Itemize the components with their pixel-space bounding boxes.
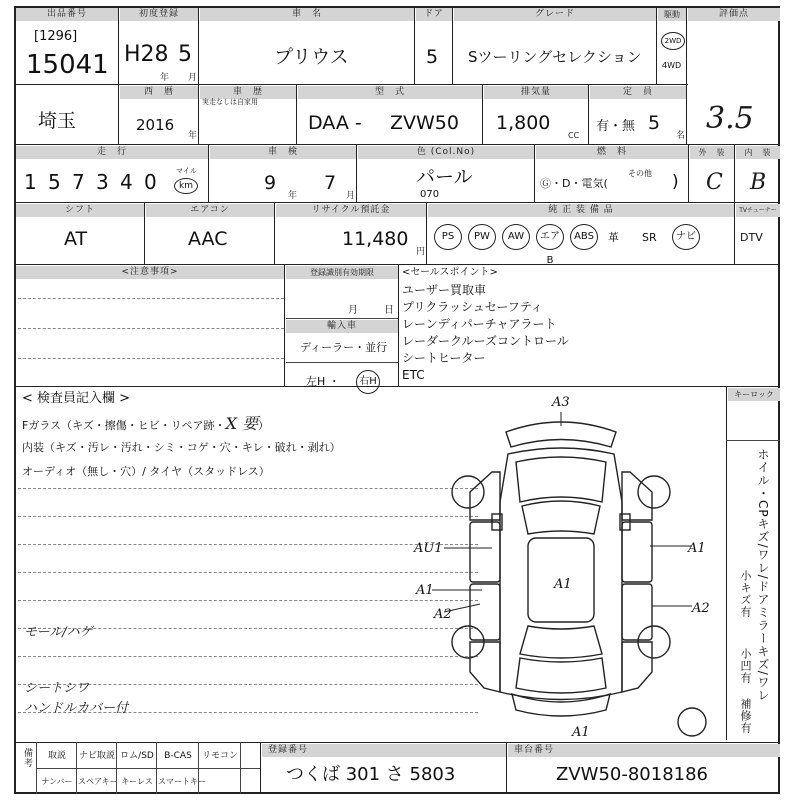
damage-mark-front: A3 bbox=[552, 395, 570, 410]
drive-header: 駆動 bbox=[658, 8, 686, 21]
accessory-item: リモコン bbox=[201, 751, 238, 761]
damage-mark-left-rear: A2 bbox=[434, 607, 452, 622]
accessory-item: 取説 bbox=[47, 751, 66, 761]
notes-header: <注意事項> bbox=[16, 266, 284, 279]
lot-prefix: [1296] bbox=[34, 29, 78, 44]
model-code: ZVW50 bbox=[390, 112, 459, 134]
shaken-year-unit: 年 bbox=[288, 191, 298, 201]
mileage-digit: 5 bbox=[48, 170, 61, 194]
private-use: 有・無 bbox=[596, 119, 636, 134]
reg-month-unit: 月 bbox=[348, 305, 358, 316]
import-header: 輸入車 bbox=[286, 320, 398, 333]
year-value: 2016 bbox=[136, 116, 175, 134]
steering-left: 左H ・ bbox=[306, 375, 340, 388]
fuel-close: ) bbox=[672, 172, 679, 192]
mileage-km-circled: km bbox=[174, 178, 198, 194]
equipment-item: エアB bbox=[536, 224, 564, 250]
exterior-grade: C bbox=[706, 170, 723, 195]
car-damage-diagram bbox=[396, 392, 726, 742]
damage-mark-rear: A1 bbox=[572, 725, 590, 740]
inspector-line-3: オーディオ（無し・穴）/ タイヤ（スタッドレス） bbox=[22, 465, 270, 478]
import-dealer: ディーラー・並行 bbox=[300, 341, 388, 354]
model-header: 型 式 bbox=[298, 86, 482, 99]
equipment-header: 純 正 装 備 品 bbox=[428, 204, 734, 217]
damage-mark-left-front: AU1 bbox=[414, 541, 443, 556]
year-header: 西 暦 bbox=[120, 86, 198, 99]
mileage-digit: 4 bbox=[120, 170, 133, 194]
score-header: 評価点 bbox=[688, 8, 780, 21]
grade-header: グレード bbox=[454, 8, 656, 21]
displacement-header: 排気量 bbox=[484, 86, 588, 99]
cc-unit: CC bbox=[568, 131, 580, 140]
accessory-item: ナンバー bbox=[41, 777, 73, 786]
interior-header: 内 装 bbox=[736, 146, 780, 159]
shift-header: シフト bbox=[16, 204, 144, 217]
mileage-digit: 0 bbox=[144, 170, 157, 194]
doors-value: 5 bbox=[426, 46, 439, 68]
model-prefix: DAA - bbox=[308, 112, 362, 134]
aircon-header: エアコン bbox=[146, 204, 274, 217]
inspector-header: < 検査員記入欄 > bbox=[22, 391, 131, 406]
sales-header: <セールスポイント> bbox=[402, 267, 498, 278]
shift-value: AT bbox=[64, 228, 88, 250]
lot-number: 15041 bbox=[26, 50, 109, 80]
shaken-month: 7 bbox=[324, 172, 337, 194]
equipment-item: PS bbox=[434, 224, 462, 250]
drive-4wd: 4WD bbox=[662, 61, 682, 70]
history-sub: 実走なしは自家用 bbox=[202, 98, 258, 106]
car-name-header: 車 名 bbox=[200, 8, 414, 21]
history-header: 車 歴 bbox=[200, 86, 296, 99]
side-text-4: 補修有 bbox=[739, 698, 752, 734]
footer-side-label: 備考 bbox=[22, 748, 32, 768]
side-text-1: ホイル・CPキズ/ワレ/ドアミラーキズ/ワレ bbox=[756, 448, 770, 702]
mileage-digit: 3 bbox=[96, 170, 109, 194]
region-value: 埼玉 bbox=[38, 110, 77, 132]
accessory-item: ロム/SD bbox=[120, 751, 154, 761]
damage-mark-right-front: A1 bbox=[688, 541, 706, 556]
mileage-digit: 7 bbox=[72, 170, 85, 194]
fuel-other: その他 bbox=[628, 169, 652, 178]
color-no: 070 bbox=[420, 189, 440, 200]
equipment-item: DTV bbox=[740, 231, 763, 244]
handwritten-note-2: シートシワ bbox=[24, 681, 90, 696]
accessory-item: ナビ取説 bbox=[78, 751, 115, 761]
capacity-value: 5 bbox=[648, 112, 661, 134]
yen-unit: 円 bbox=[416, 247, 426, 257]
plate-number: つくば 301 さ 5803 bbox=[286, 764, 456, 785]
aircon-value: AAC bbox=[188, 228, 228, 250]
accessory-item: スペアキー bbox=[78, 777, 118, 786]
recycle-header: リサイクル預託金 bbox=[276, 204, 426, 217]
chassis-number: ZVW50-8018186 bbox=[556, 764, 709, 785]
color-name: パール bbox=[416, 166, 473, 188]
mileage-mile-unit: マイル bbox=[176, 167, 197, 175]
plate-header: 登録番号 bbox=[262, 744, 506, 757]
mileage-header: 走 行 bbox=[16, 146, 208, 159]
capacity-unit: 名 bbox=[676, 131, 686, 141]
inspector-line-1: Fガラス（キズ・擦傷・ヒビ・リペア跡・X 要） bbox=[22, 414, 270, 433]
accessory-item: スマートキー bbox=[158, 777, 206, 786]
side-text-3: 小凹有 bbox=[739, 648, 752, 684]
handwritten-note-3: ハンドルカバー付 bbox=[24, 701, 129, 716]
year-unit: 年 bbox=[160, 73, 170, 83]
damage-mark-right-rear: A2 bbox=[692, 601, 710, 616]
steering-right-circled: 右H bbox=[356, 370, 380, 394]
month-unit: 月 bbox=[188, 73, 198, 83]
chassis-header: 車台番号 bbox=[508, 744, 780, 757]
equipment-item: SR bbox=[642, 231, 657, 244]
doors-header: ドア bbox=[416, 8, 452, 21]
fuel-header: 燃 料 bbox=[536, 146, 688, 159]
keylock-header: キーロック bbox=[728, 388, 780, 401]
equipment-item: PW bbox=[468, 224, 496, 250]
mileage-digit: 1 bbox=[24, 170, 37, 194]
equipment-item: 革 bbox=[608, 231, 619, 244]
accessory-item: B-CAS bbox=[164, 751, 192, 761]
inspector-line-2: 内装（キズ・汚レ・汚れ・シミ・コゲ・穴・キレ・破れ・剥れ） bbox=[22, 441, 341, 454]
shaken-year: 9 bbox=[264, 172, 277, 194]
windshield-mark: X 要 bbox=[225, 414, 259, 433]
side-text-2: 小キズ有 bbox=[739, 570, 752, 618]
interior-grade: B bbox=[750, 170, 767, 195]
tuner-header: TVチューナー bbox=[736, 204, 780, 217]
auction-sheet bbox=[14, 6, 780, 794]
shaken-month-unit: 月 bbox=[346, 191, 356, 201]
car-name: プリウス bbox=[274, 46, 349, 68]
exterior-header: 外 装 bbox=[690, 146, 734, 159]
reg-day-unit: 日 bbox=[384, 305, 394, 316]
fuel-options: Ⓖ・D・電気( bbox=[540, 177, 608, 190]
equipment-item: ABS bbox=[570, 224, 598, 250]
color-header: 色 (Col.No) bbox=[358, 146, 534, 159]
first-reg-era: H28 bbox=[124, 42, 169, 67]
handwritten-note-1: モール/ハゲ bbox=[24, 625, 93, 640]
score-value: 3.5 bbox=[706, 101, 754, 136]
sales-point-item: レーンディパーチャアラート bbox=[402, 317, 557, 331]
recycle-value: 11,480 bbox=[342, 228, 409, 250]
grade-value: Sツーリングセレクション bbox=[468, 48, 642, 66]
first-reg-month: 5 bbox=[178, 42, 192, 67]
displacement-value: 1,800 bbox=[496, 112, 551, 134]
equipment-item: ナビ bbox=[672, 224, 700, 250]
sales-point-item: ユーザー買取車 bbox=[402, 283, 487, 297]
accessory-item: キーレス bbox=[121, 777, 153, 786]
shaken-header: 車 検 bbox=[210, 146, 356, 159]
equipment-item: AW bbox=[502, 224, 530, 250]
sales-point-item: プリクラッシュセーフティ bbox=[402, 300, 543, 314]
year-unit-2: 年 bbox=[188, 131, 198, 141]
sales-point-item: ETC bbox=[402, 368, 425, 382]
sales-point-item: レーダークルーズコントロール bbox=[402, 334, 569, 348]
drive-2wd-circled: 2WD bbox=[661, 32, 685, 50]
lot-no-header: 出品番号 bbox=[16, 8, 118, 21]
damage-mark-left-mid: A1 bbox=[416, 583, 434, 598]
reg-period-header: 登録識別有効期限 bbox=[286, 266, 398, 279]
damage-mark-roof: A1 bbox=[554, 577, 572, 592]
sales-point-item: シートヒーター bbox=[402, 351, 486, 365]
first-reg-header: 初度登録 bbox=[120, 8, 198, 21]
capacity-header: 定 員 bbox=[590, 86, 686, 99]
